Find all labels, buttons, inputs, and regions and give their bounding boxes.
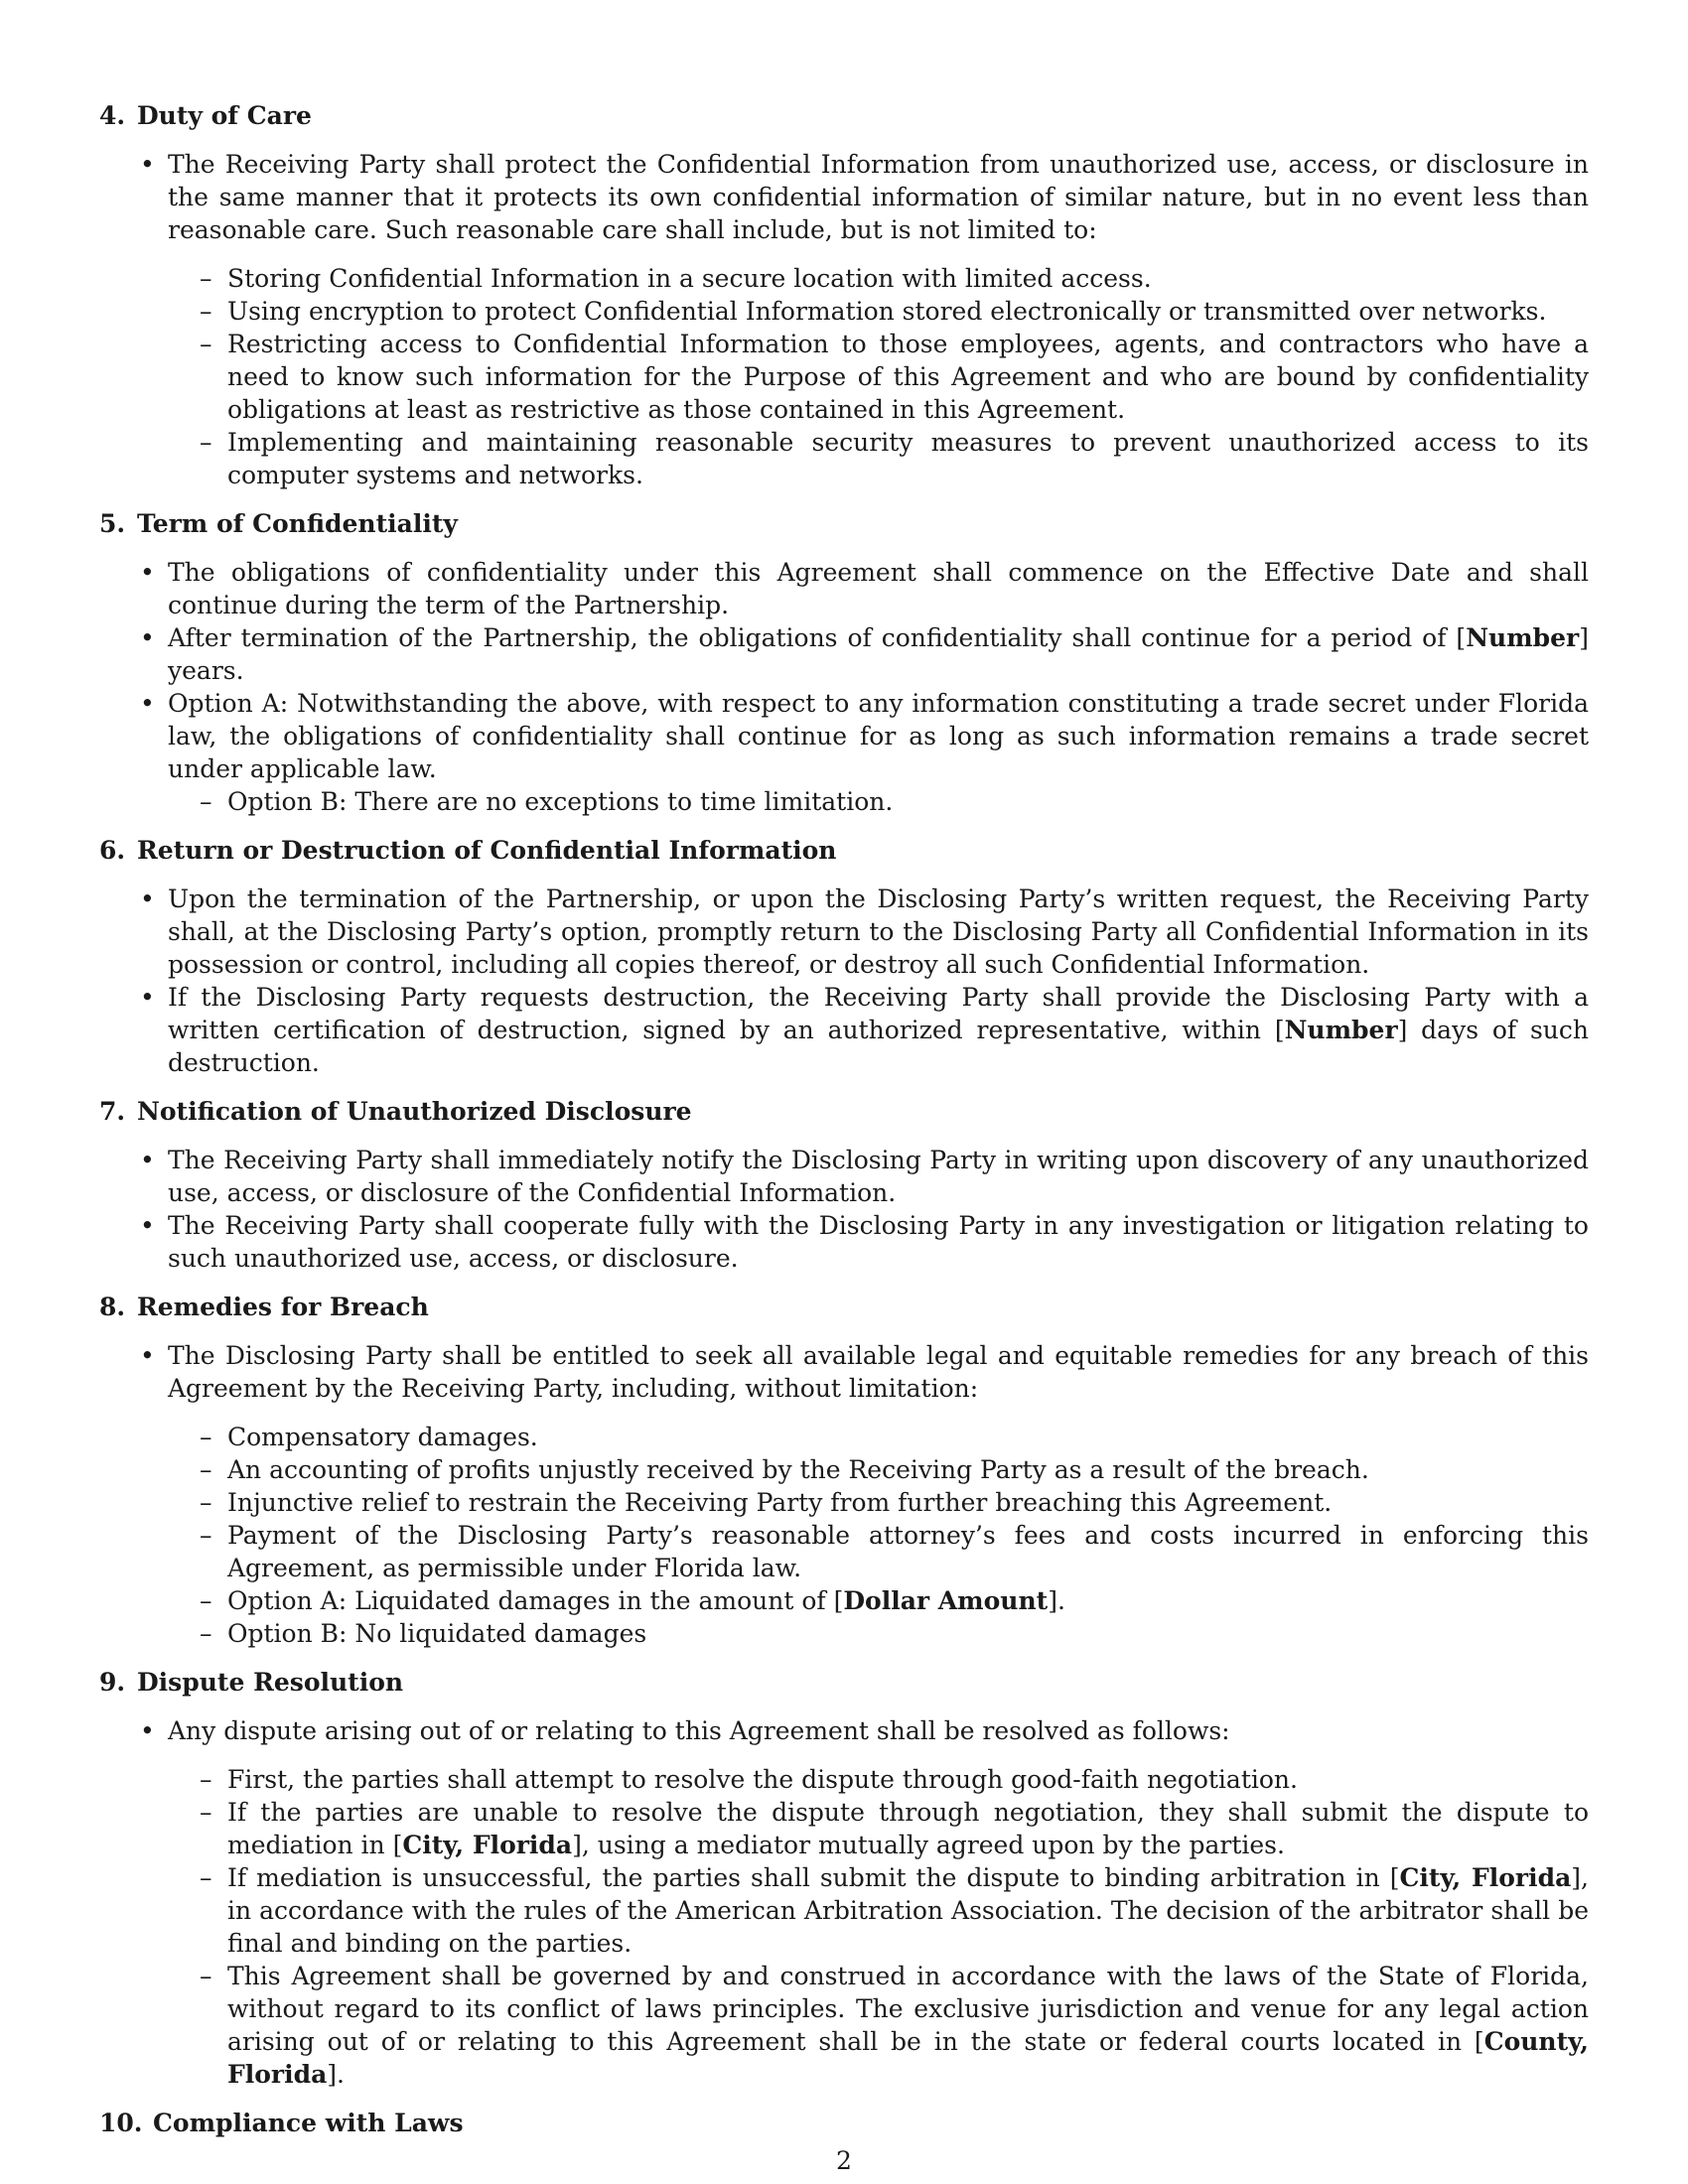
section-number: 4. (99, 101, 126, 130)
placeholder-number: Number (1466, 623, 1580, 652)
sub-item: – First, the parties shall attempt to resolve the dispute through good-faith negotiation. (168, 1763, 1589, 1796)
sub-item: – Restricting access to Confidential Information to those employees, agents, and contractors who have a need to know such information for the Purpose of this Agreement and who are bound by confidentiality obligations at least as restrictive as those contained in this Agreement. (168, 328, 1589, 426)
section-dispute-resolution (99, 1666, 1589, 2107)
sub-item: – If mediation is unsuccessful, the parties shall submit the dispute to binding arbitration in [City, Florida], in accordance with the rules of the American Arbitration Association. The decision of the arbitrator shall be final and binding on the parties. (168, 1861, 1589, 1960)
bullet-text: The Receiving Party shall protect the Confidential Information from unauthorized use, access, or disclosure in the same manner that it protects its own confidential information of similar nature, but in no event less than reasonable care. Such reasonable care shall include, but is not limited to: (168, 150, 1589, 244)
sub-item: – Option B: No liquidated damages (168, 1617, 1589, 1650)
section-notification (99, 1095, 1589, 1291)
section-number: 7. (99, 1097, 126, 1126)
section-title: Term of Confidentiality (137, 509, 458, 538)
bullet-item: • The obligations of confidentiality under this Agreement shall commence on the Effective Date and shall continue during the term of the Partnership. (99, 556, 1589, 621)
placeholder-number: Number (1284, 1016, 1398, 1044)
section-title: Remedies for Breach (137, 1293, 429, 1321)
bullet-item (99, 1339, 1589, 1650)
section-number: 5. (99, 509, 126, 538)
bullet-text: The Disclosing Party shall be entitled to seek all available legal and equitable remedies for any breach of this Agreement by the Receiving Party, including, without limitation: (168, 1341, 1589, 1403)
bullet-item: • The Receiving Party shall cooperate fully with the Disclosing Party in any investigation or litigation relating to such unauthorized use, access, or disclosure. (99, 1209, 1589, 1275)
bullet-item (99, 148, 1589, 491)
section-title: Compliance with Laws (153, 2109, 464, 2137)
placeholder-city: City, Florida (402, 1831, 573, 1859)
sub-item: – An accounting of profits unjustly received by the Receiving Party as a result of the breach. (168, 1453, 1589, 1486)
sub-item: – Storing Confidential Information in a secure location with limited access. (168, 262, 1589, 295)
sub-item: – Injunctive relief to restrain the Receiving Party from further breaching this Agreement. (168, 1486, 1589, 1519)
bullet-item: • The Receiving Party shall immediately notify the Disclosing Party in writing upon discovery of any unauthorized use, access, or disclosure of the Confidential Information. (99, 1144, 1589, 1209)
bullet-item: • Upon the termination of the Partnership, or upon the Disclosing Party’s written request, the Receiving Party shall, at the Disclosing Party’s option, promptly return to the Disclosing Party all Confidential Information in its possession or control, including all copies thereof, or destroy all such Confidential Information. (99, 883, 1589, 981)
bullet-item (99, 1714, 1589, 2091)
sub-item: – Option A: Liquidated damages in the amount of [Dollar Amount]. (168, 1584, 1589, 1617)
section-number: 6. (99, 836, 126, 865)
bullet-text: Option A: Notwithstanding the above, with respect to any information constituting a trade secret under Florida law, the obligations of confidentiality shall continue for as long as such information remains a trade secret under applicable law. (168, 689, 1589, 783)
section-number: 10. (99, 2109, 143, 2137)
sub-item: – Payment of the Disclosing Party’s reasonable attorney’s fees and costs incurred in enforcing this Agreement, as permissible under Florida law. (168, 1519, 1589, 1584)
section-heading (99, 507, 1589, 541)
section-remedies-for-breach (99, 1291, 1589, 1666)
bullet-item: • After termination of the Partnership, the obligations of confidentiality shall continue for a period of [Number] years. (99, 621, 1589, 687)
placeholder-city: City, Florida (1399, 1863, 1572, 1892)
section-duty-of-care (99, 99, 1589, 507)
section-title: Notification of Unauthorized Disclosure (137, 1097, 692, 1126)
sub-item: – This Agreement shall be governed by and construed in accordance with the laws of the State of Florida, without regard to its conflict of laws principles. The exclusive jurisdiction and venue for any legal action arising out of or relating to this Agreement shall be in the state or federal courts located in [County, Florida]. (168, 1960, 1589, 2091)
section-term-of-confidentiality (99, 507, 1589, 834)
sub-item: – Implementing and maintaining reasonable security measures to prevent unauthorized access to its computer systems and networks. (168, 426, 1589, 491)
section-heading (99, 99, 1589, 133)
section-compliance-with-laws (99, 2107, 1589, 2140)
bullet-item: • If the Disclosing Party requests destruction, the Receiving Party shall provide the Disclosing Party with a written certification of destruction, signed by an authorized representative, within [Number] days of such destruction. (99, 981, 1589, 1079)
page-number: 2 (836, 2146, 852, 2175)
bullet-text: Any dispute arising out of or relating to this Agreement shall be resolved as follows: (168, 1716, 1230, 1745)
sub-item: – If the parties are unable to resolve the dispute through negotiation, they shall submit the dispute to mediation in [City, Florida], using a mediator mutually agreed upon by the parties. (168, 1796, 1589, 1861)
sub-item: – Using encryption to protect Confidential Information stored electronically or transmitted over networks. (168, 295, 1589, 328)
section-title: Duty of Care (137, 101, 312, 130)
section-title: Dispute Resolution (137, 1668, 404, 1697)
placeholder-dollar-amount: Dollar Amount (843, 1586, 1049, 1615)
section-heading (99, 2107, 1589, 2140)
sub-item: – Compensatory damages. (168, 1421, 1589, 1453)
section-heading (99, 1095, 1589, 1129)
section-return-or-destruction (99, 834, 1589, 1095)
section-heading (99, 1291, 1589, 1324)
placeholder-county: County, Florida (227, 2027, 1589, 2089)
section-heading (99, 1666, 1589, 1700)
sub-item: – Option B: There are no exceptions to time limitation. (168, 785, 1589, 818)
section-number: 9. (99, 1668, 126, 1697)
section-title: Return or Destruction of Confidential Information (137, 836, 837, 865)
section-number: 8. (99, 1293, 126, 1321)
document-body (99, 99, 1589, 2155)
bullet-item (99, 687, 1589, 818)
section-heading (99, 834, 1589, 868)
